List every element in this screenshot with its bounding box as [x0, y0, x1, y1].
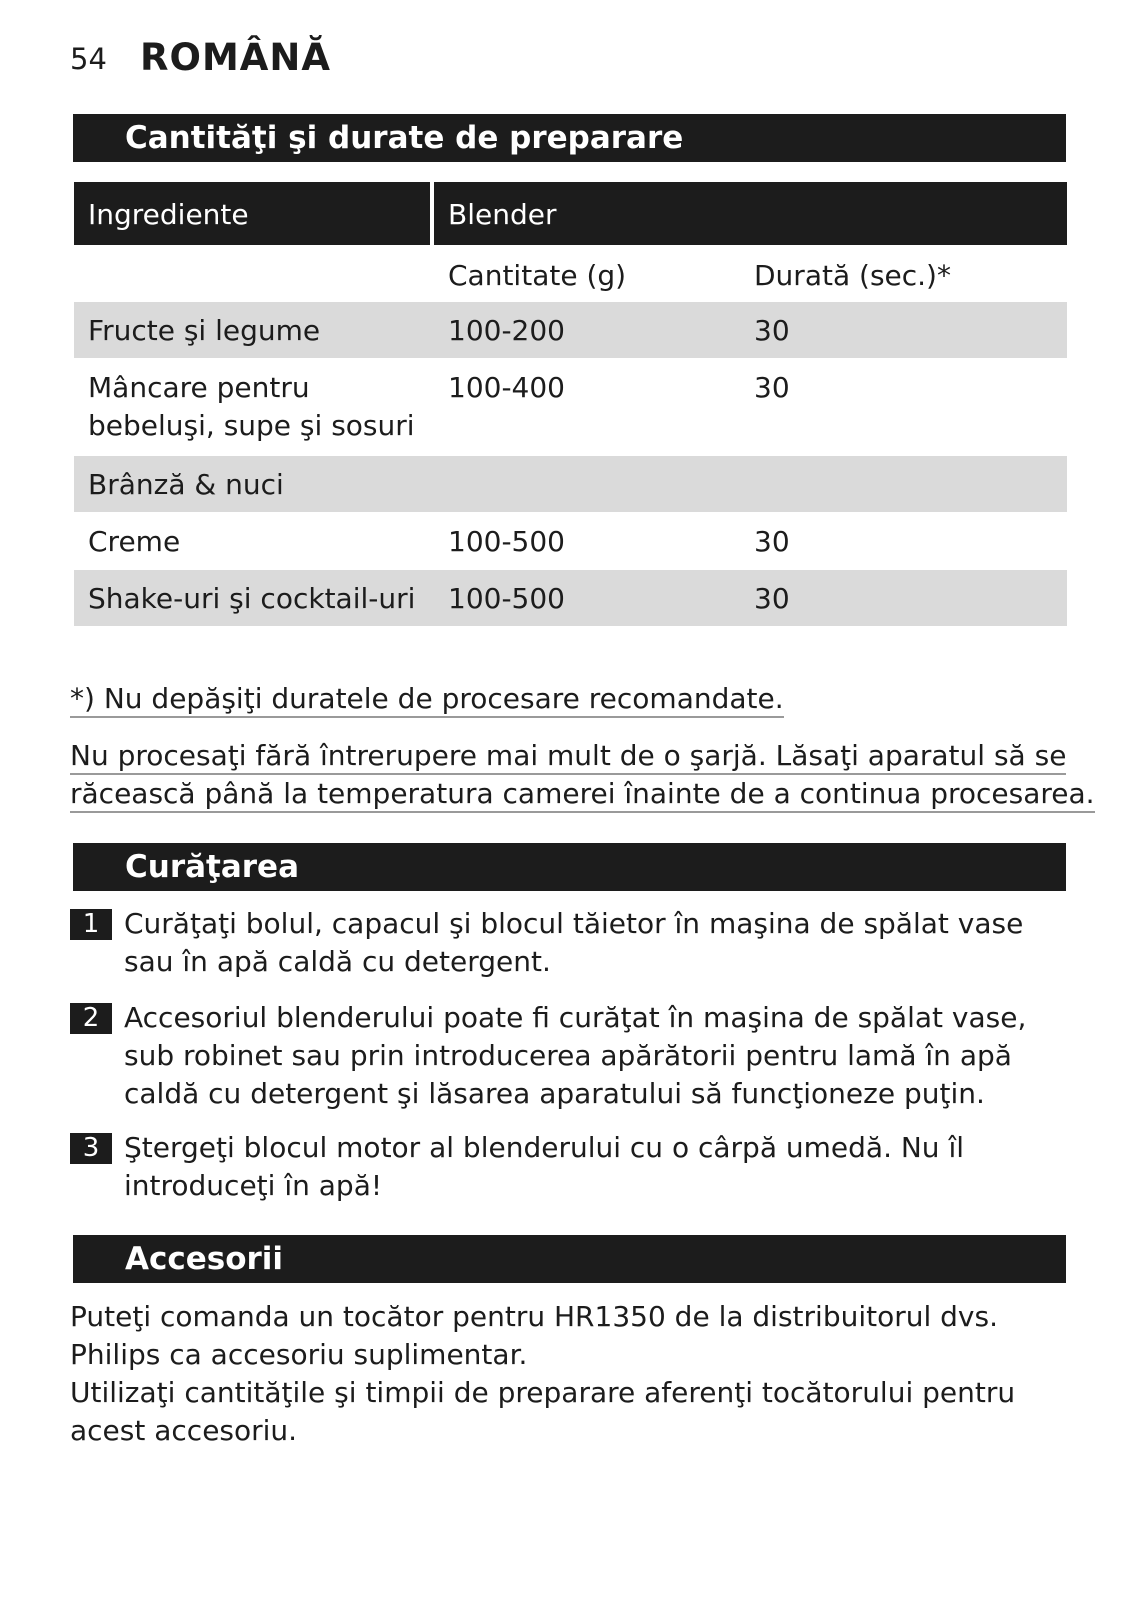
ingredient-cell: Creme [88, 525, 181, 558]
step-text: Accesoriul blenderului poate fi curăţat în maşina de spălat vase, sub robinet sau prin introducerea apărătorii pentru lamă în apă caldă cu detergent şi lăsarea aparatului să funcţioneze puţin. [124, 1001, 1027, 1110]
footnote-text: *) Nu depăşiţi duratele de procesare recomandate. [70, 682, 784, 718]
warning-line-1: Nu procesaţi fără întrerupere mai mult de o şarjă. Lăsaţi aparatul să se [70, 739, 1066, 775]
table-row [74, 455, 1067, 512]
step-number: 2 [70, 1003, 112, 1034]
quantity-cell: 100-400 [448, 371, 565, 404]
accessories-paragraph [70, 1298, 1070, 1450]
accessories-text-2: Utilizaţi cantităţile şi timpii de preparare aferenţi tocătorului pentru acest accesoriu. [70, 1376, 1016, 1447]
duration-cell: 30 [754, 525, 790, 558]
quantity-cell: 100-200 [448, 314, 565, 347]
duration-cell: 30 [754, 582, 790, 615]
cleaning-step [70, 999, 1070, 1113]
accessories-text-1: Puteţi comanda un tocător pentru HR1350 de la distribuitorul dvs. Philips ca accesoriu suplimentar. [70, 1300, 998, 1371]
step-number: 3 [70, 1133, 112, 1164]
table-subheader-row [74, 245, 1067, 301]
warning-note [70, 737, 1095, 813]
section-title-quantities: Cantităţi şi durate de preparare [73, 114, 1066, 162]
quantities-table [74, 182, 1067, 626]
warning-line-2: răcească până la temperatura camerei înainte de a continua procesarea. [70, 777, 1095, 813]
cleaning-step [70, 905, 1070, 981]
section-title-accessories: Accesorii [73, 1235, 1066, 1283]
column-header-quantity: Cantitate (g) [448, 259, 627, 292]
step-text: Curăţaţi bolul, capacul şi blocul tăietor în maşina de spălat vase sau în apă caldă cu detergent. [124, 907, 1024, 978]
column-header-ingredients: Ingrediente [88, 198, 249, 231]
duration-cell: 30 [754, 371, 790, 404]
footnote [70, 680, 784, 718]
quantity-cell: 100-500 [448, 582, 565, 615]
ingredient-cell: Brânză & nuci [88, 468, 284, 501]
cleaning-step [70, 1129, 1070, 1205]
table-row [74, 358, 1067, 455]
ingredient-cell: Shake-uri şi cocktail-uri [88, 582, 416, 615]
step-number: 1 [70, 909, 112, 940]
quantity-cell: 100-500 [448, 525, 565, 558]
language-heading: ROMÂNĂ [140, 36, 331, 79]
table-row [74, 512, 1067, 569]
page-number: 54 [70, 42, 107, 76]
column-header-duration: Durată (sec.)* [754, 259, 951, 292]
duration-cell: 30 [754, 314, 790, 347]
ingredient-cell: Mâncare pentru bebeluşi, supe şi sosuri [88, 371, 415, 442]
table-row [74, 569, 1067, 626]
section-title-cleaning: Curăţarea [73, 843, 1066, 891]
ingredient-cell: Fructe şi legume [88, 314, 321, 347]
table-header-row [74, 182, 1067, 245]
step-text: Ştergeţi blocul motor al blenderului cu o cârpă umedă. Nu îl introduceţi în apă! [124, 1131, 965, 1202]
column-header-blender: Blender [448, 198, 557, 231]
table-row [74, 301, 1067, 358]
